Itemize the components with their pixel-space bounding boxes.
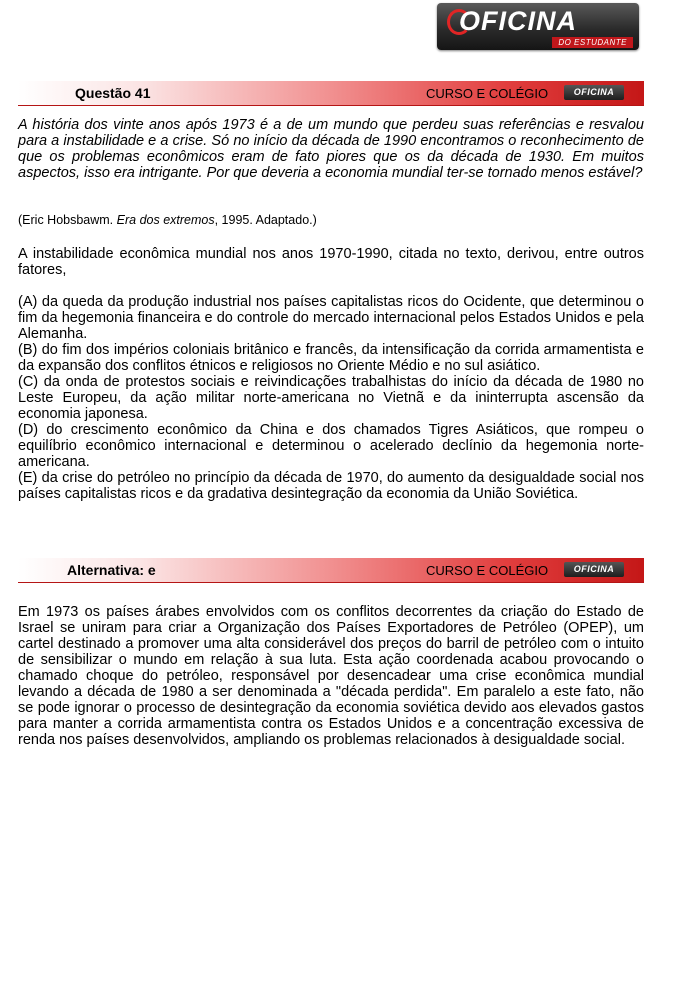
course-label: CURSO E COLÉGIO [426, 86, 549, 101]
source-after: , 1995. Adaptado.) [214, 213, 317, 227]
source-work: Era dos extremos [116, 213, 215, 227]
logo-subtitle: DO ESTUDANTE [552, 37, 633, 48]
option-c: (C) da onda de protestos sociais e reivindicações trabalhistas do início da década de 1980 no Leste Europeu, da ação militar norte-americana no Vietnã e da ininterrupta ascensão da economia japonesa. [18, 374, 644, 422]
answer-title: Alternativa: e [67, 562, 156, 578]
source-author: (Eric Hobsbawm. [18, 213, 117, 227]
option-e: (E) da crise do petróleo no princípio da década de 1970, do aumento da desigualdade social nos países capitalistas ricos e da gradativa desintegração da economia da União Soviética. [18, 470, 644, 502]
option-a: (A) da queda da produção industrial nos países capitalistas ricos do Ocidente, que determinou o fim da hegemonia financeira e do controle do mercado internacional pelos Estados Unidos e pela Alemanha. [18, 294, 644, 342]
oficina-logo [437, 3, 639, 50]
question-title: Questão 41 [75, 85, 151, 101]
answer-explanation: Em 1973 os países árabes envolvidos com os conflitos decorrentes da criação do Estado de Israel se uniram para criar a Organização dos Países Exportadores de Petróleo (OPEP), um cartel destinado a promover uma alta considerável dos preços do barril de petróleo com o intuito de sensibilizar o mundo em relação à sua luta. Esta ação coordenada acabou provocando o chamado choque do petróleo, responsável por desencadear uma crise econômica mundial levando a década de 1980 a ser denominada a "década perdida". Em paralelo a este fato, não se pode ignorar o processo de desintegração da economia soviética devido aos elevados gastos para manter a corrida armamentista contra os Estados Unidos e a concentração excessiva de renda nos países desenvolvidos, ampliando os problemas relacionados à desigualdade social. [18, 604, 644, 748]
option-d: (D) do crescimento econômico da China e dos chamados Tigres Asiáticos, que rompeu o equilíbrio econômico internacional e determinou o acelerado declínio da hegemonia norte-americana. [18, 422, 644, 470]
options-list [18, 294, 644, 502]
passage-text: A história dos vinte anos após 1973 é a de um mundo que perdeu suas referências e resvalou para a instabilidade e a crise. Só no início da década de 1990 encontramos o reconhecimento de que os problemas econômicos eram de fato piores que os da década de 1930. Em muitos aspectos, isso era intrigante. Por que deveria a economia mundial ter-se tornado menos estável? [18, 117, 644, 181]
answer-header-bar [18, 558, 644, 583]
option-b: (B) do fim dos impérios coloniais britânico e francês, da intensificação da corrida armamentista e da expansão dos conflitos étnicos e religiosos no Oriente Médio e no sul asiático. [18, 342, 644, 374]
course-label: CURSO E COLÉGIO [426, 563, 549, 578]
badge-logo: OFICINA [564, 562, 624, 577]
source-citation [18, 213, 644, 227]
logo-word: OFICINA [459, 6, 577, 36]
question-prompt: A instabilidade econômica mundial nos anos 1970-1990, citada no texto, derivou, entre outros fatores, [18, 246, 644, 278]
question-header-bar [18, 81, 644, 106]
badge-logo: OFICINA [564, 85, 624, 100]
